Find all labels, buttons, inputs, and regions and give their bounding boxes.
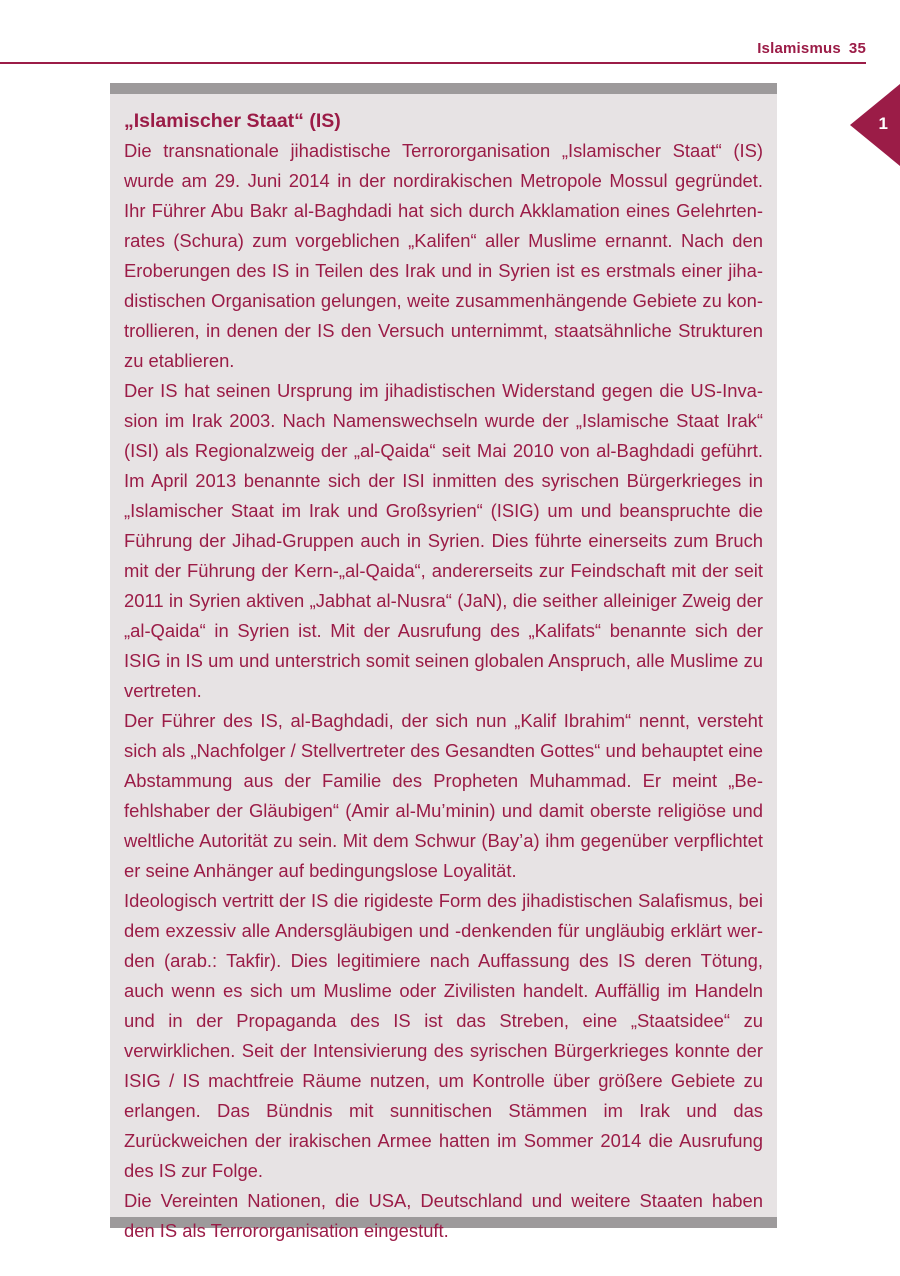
info-box bbox=[110, 83, 777, 1241]
chapter-number: 1 bbox=[878, 114, 888, 133]
info-box-title: „Islamischer Staat“ (IS) bbox=[124, 110, 341, 132]
paragraph: Die Vereinten Nationen, die USA, Deutschland und weitere Staaten haben den IS als Terrororganisation eingestuft. bbox=[124, 1190, 763, 1241]
paragraph: Ideologisch vertritt der IS die rigideste Form des jihadistischen Salafismus, bei dem exzessiv alle Andersgläubigen und -denkenden für ungläubig erklärt werden (arab.: Takfir). Dies legitimiere nach Auffassung des IS deren Tötung, auch wenn es sich um Muslime oder Zivilisten handelt. Auffällig im Handeln und in der Propaganda des IS ist das Streben, eine „Staatsidee“ zu verwirklichen. Seit der Intensivierung des syrischen Bürgerkrieges konnte der ISIG / IS machtfreie Räume nutzen, um Kontrolle über größere Gebiete zu erlangen. Das Bündnis mit sunnitischen Stämmen im Irak und das Zurückweichen der irakischen Armee hatten im Sommer 2014 die Ausrufung des IS zur Folge. bbox=[124, 890, 763, 1181]
header-rule bbox=[0, 62, 866, 64]
paragraph: Der Führer des IS, al-Baghdadi, der sich nun „Kalif Ibrahim“ nennt, versteht sich als „Nachfolger / Stellvertreter des Gesandten Gottes“ und behauptet eine Abstammung aus der Familie des Propheten Muhammad. Er meint „Befehlshaber der Gläubigen“ (Amir al-Mu’minin) und damit oberste religiöse und weltliche Autorität zu sein. Mit dem Schwur (Bay’a) ihm gegenüber verpflichtet er seine Anhänger auf bedingungslose Loyalität. bbox=[124, 710, 763, 881]
paragraph: Der IS hat seinen Ursprung im jihadistischen Widerstand gegen die US-Invasion im Irak 2003. Nach Namenswechseln wurde der „Islamische Staat Irak“ (ISI) als Regionalzweig der „al-Qaida“ seit Mai 2010 von al-Baghdadi geführt. Im April 2013 benannte sich der ISI inmitten des syrischen Bürgerkrieges in „Islamischer Staat im Irak und Großsyrien“ (ISIG) um und beanspruchte die Führung der Jihad-Gruppen auch in Syrien. Dies führte einerseits zum Bruch mit der Führung der Kern-„al-Qaida“, andererseits zur Feindschaft mit der seit 2011 in Syrien aktiven „Jabhat al-Nusra“ (JaN), die seither alleiniger Zweig der „al-Qaida“ in Syrien ist. Mit der Ausrufung des „Kalifats“ benannte sich der ISIG in IS um und unterstrich somit seinen globalen Anspruch, alle Muslime zu vertreten. bbox=[124, 380, 763, 701]
section-title: Islamismus bbox=[757, 40, 841, 57]
chapter-tab-marker bbox=[850, 84, 900, 166]
chapter-tab-triangle-icon bbox=[850, 84, 900, 166]
paragraph: Die transnationale jihadistische Terrororganisation „Islamischer Staat“ (IS) wurde am 29. Juni 2014 in der nordirakischen Metropole Mossul gegründet. Ihr Führer Abu Bakr al-Baghdadi hat sich durch Akklamation eines Gelehrtenrates (Schura) zum vorgeblichen „Kalifen“ aller Muslime ernannt. Nach den Eroberungen des IS in Teilen des Irak und in Syrien ist es erstmals einer jihadistischen Organisation gelungen, weite zusammenhängende Gebiete zu kontrollieren, in denen der IS den Versuch unternimmt, staatsähnliche Strukturen zu etablieren. bbox=[124, 140, 763, 371]
running-header bbox=[757, 40, 866, 57]
page-number: 35 bbox=[848, 40, 866, 57]
